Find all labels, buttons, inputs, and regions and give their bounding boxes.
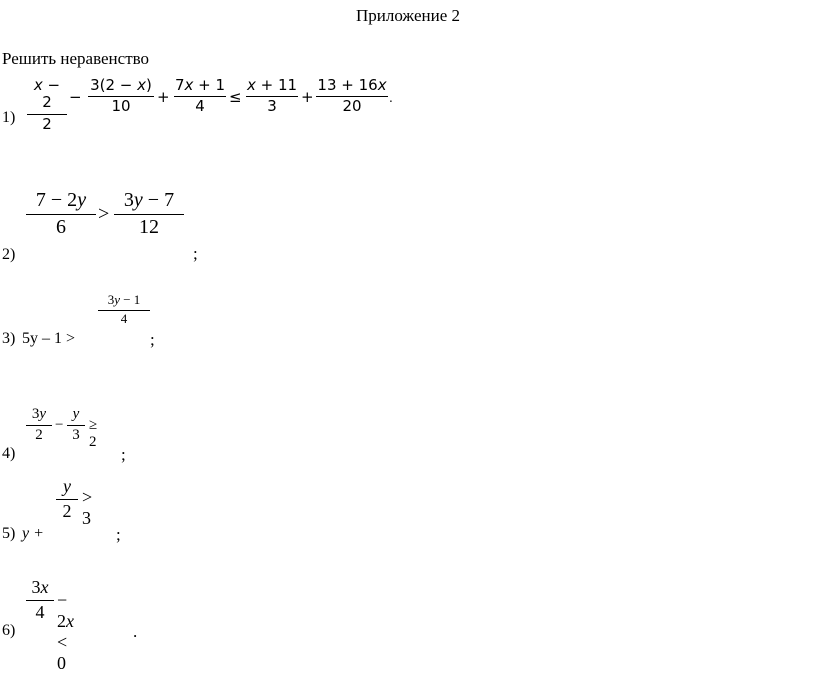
inequality-rhs: ≥ 2 (89, 417, 98, 450)
fraction: x + 11 3 (246, 76, 298, 116)
problem-number: 5) (2, 525, 16, 542)
problem-number: 3) (2, 330, 16, 347)
operator: − (55, 417, 64, 433)
relation: ≤ (229, 88, 242, 106)
inequality-lhs: 5y – 1 > (22, 330, 76, 347)
fraction: y 3 (67, 406, 85, 445)
fraction: 3(2 − x) 10 (88, 77, 154, 116)
problem-number: 1) (2, 109, 16, 126)
inequality-rhs: > 3 (82, 487, 93, 528)
fraction: y 2 (56, 476, 78, 521)
separator: ; (193, 244, 198, 263)
operator: + (157, 88, 170, 106)
fraction: 7 − 2y 6 (26, 189, 96, 239)
fraction: 3y 2 (26, 406, 52, 445)
period: . (389, 91, 393, 105)
period: . (133, 622, 138, 641)
task-heading: Решить неравенство (2, 49, 150, 68)
fraction: 13 + 16x 20 (317, 76, 387, 116)
separator: ; (150, 330, 155, 349)
operator: − (69, 88, 82, 106)
relation: > (98, 203, 110, 225)
inequality-lhs: y + (22, 525, 44, 542)
inequality-rhs: − 2x < 0 (57, 590, 74, 673)
problem-number: 4) (2, 445, 16, 462)
fraction: 3x 4 (26, 577, 54, 622)
fraction: 3y − 7 12 (114, 189, 184, 239)
fraction: 7x + 1 4 (174, 76, 226, 116)
separator: ; (116, 525, 121, 544)
page-title: Приложение 2 (356, 6, 460, 25)
separator: ; (121, 445, 126, 464)
problem-number: 6) (2, 622, 16, 639)
fraction: 3y − 1 4 (98, 293, 150, 327)
problem-number: 2) (2, 246, 16, 263)
operator: + (301, 88, 314, 106)
fraction: x − 2 2 (27, 77, 67, 133)
